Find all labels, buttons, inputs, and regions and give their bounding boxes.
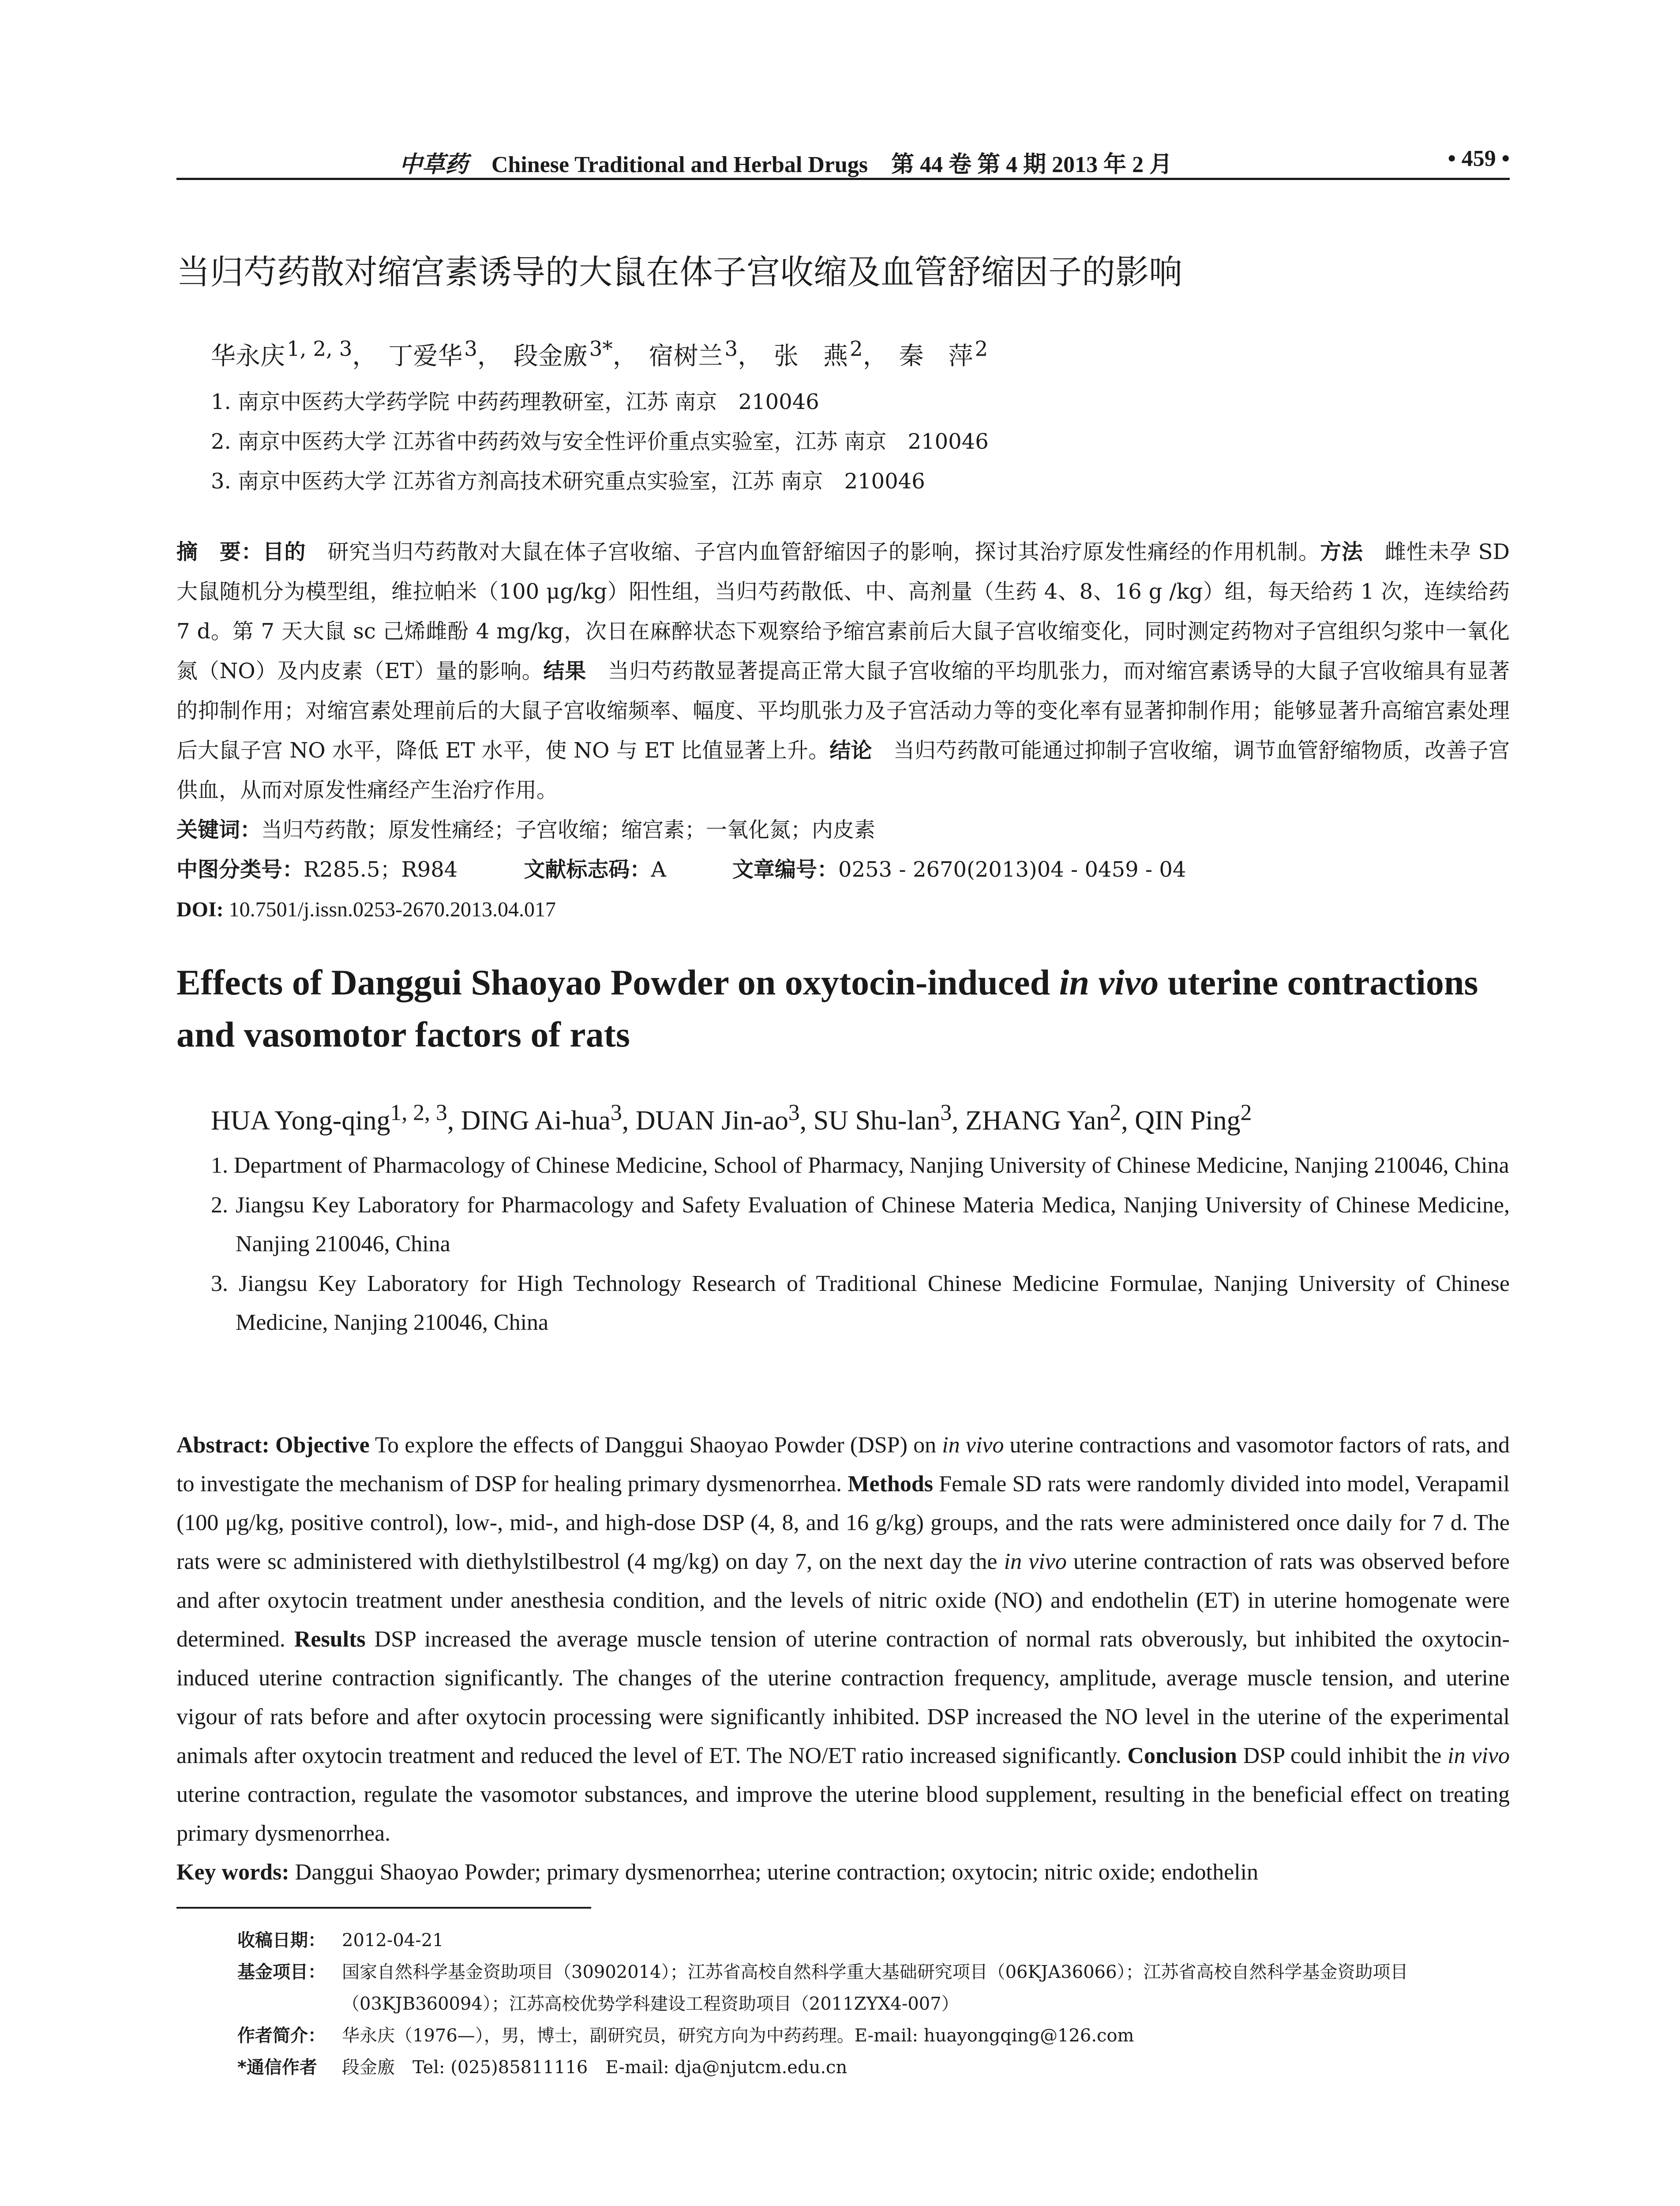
en-keywords-text: Danggui Shaoyao Powder; primary dysmenorrhea; uterine contraction; oxytocin; nitric oxide; endothelin	[289, 1860, 1259, 1885]
doccode-value: A	[651, 857, 667, 882]
running-header	[176, 142, 1510, 182]
header-rule	[176, 178, 1510, 180]
cn-methods-text: 雌性未孕 SD 大鼠随机分为模型组，维拉帕米（100 μg/kg）阳性组，当归芍药散低、中、高剂量（生药 4、8、16 g /kg）组，每天给药 1 次，连续给药 7 d。第 7 天大鼠 sc 己烯雌酚 4 mg/kg，次日在麻醉状态下观察给予缩宫素前后大鼠子宫收缩变化，同时测定药物对子宫组织匀浆中一氧化氮（NO）及内皮素（ET）量的影响。	[176, 540, 1510, 683]
cn-authors	[211, 337, 991, 372]
cn-classification-line	[176, 850, 1510, 889]
en-author: HUA Yong-qing$^{1, 2, 3}$,	[211, 1100, 461, 1136]
en-affiliation: 1. Department of Pharmacology of Chinese Medicine, School of Pharmacy, Nanjing University of Chinese Medicine, Nanjing 210046, China	[211, 1153, 1509, 1178]
en-author: SU Shu-lan$^3$,	[813, 1100, 966, 1136]
cn-conclusion-text: 当归芍药散可能通过抑制子宫收缩，调节血管舒缩物质，改善子宫供血，从而对原发性痛经产生治疗作用。	[176, 738, 1510, 803]
footnotes	[237, 1925, 1510, 2083]
cn-keywords-text: 当归芍药散；原发性痛经；子宫收缩；缩宫素；一氧化氮；内皮素	[261, 818, 876, 842]
cn-methods-label: 方法	[1320, 540, 1363, 564]
en-author: QIN Ping$^2$	[1135, 1100, 1252, 1136]
en-abstract-body: Abstract: Objective To explore the effects of Danggui Shaoyao Powder (DSP) on in vivo uterine contractions and vasomotor factors of rats, and to investigate the mechanism of DSP for healing primary dysmenorrhea. Methods Female SD rats were randomly divided into model, Verapamil (100 μg/kg, positive control), low-, mid-, and high-dose DSP (4, 8, and 16 g/kg) groups, and the rats were administered once daily for 7 d. The rats were sc administered with diethylstilbestrol (4 mg/kg) on day 7, on the next day the in vivo uterine contraction of rats was observed before and after oxytocin treatment under anesthesia condition, and the levels of nitric oxide (NO) and endothelin (ET) in uterine homogenate were determined. Results DSP increased the average muscle tension of uterine contraction of normal rats obverously, but inhibited the oxytocin-induced uterine contraction significantly. The changes of the uterine contraction frequency, amplitude, average muscle tension, and uterine vigour of rats before and after oxytocin processing were significantly inhibited. DSP increased the NO level in the uterine of the experimental animals after oxytocin treatment and reduced the level of ET. The NO/ET ratio increased significantly. Conclusion DSP could inhibit the in vivo uterine contraction, regulate the vasomotor substances, and improve the uterine blood supplement, resulting in the beneficial effect on treating primary dysmenorrhea.	[176, 1433, 1510, 1846]
cn-results-text: 当归芍药散显著提高正常大鼠子宫收缩的平均肌张力，而对缩宫素诱导的大鼠子宫收缩具有显著的抑制作用；对缩宫素处理前后的大鼠子宫收缩频率、幅度、平均肌张力及子宫活动力等的变化率有显著抑制作用；能够显著升高缩宫素处理后大鼠子宫 NO 水平，降低 ET 水平，使 NO 与 ET 比值显著上升。	[176, 659, 1510, 763]
footnote-funding: 基金项目： 国家自然科学基金资助项目（30902014）；江苏省高校自然科学重大基础研究项目（06KJA36066）；江苏省高校自然科学基金资助项目（03KJB360094）；江苏高校优势学科建设工程资助项目（2011ZYX4-007）	[237, 1962, 1408, 2014]
en-methods-label: Methods	[848, 1471, 933, 1497]
clc-label: 中图分类号：	[176, 857, 304, 882]
en-authors	[211, 1099, 1252, 1137]
en-abstract-label: Abstract: Objective	[176, 1433, 370, 1458]
cn-affiliation: 1. 南京中医药大学药学院 中药药理教研室，江苏 南京 210046	[211, 390, 819, 414]
footnote-corresponding: *通信作者 段金廒 Tel: (025)85811116 E-mail: dja@njutcm.edu.cn	[237, 2057, 848, 2078]
cn-title: 当归芍药散对缩宫素诱导的大鼠在体子宫收缩及血管舒缩因子的影响	[176, 252, 1182, 292]
footnote-received: 收稿日期： 2012-04-21	[237, 1930, 444, 1951]
doi-line	[176, 889, 1510, 930]
footnote-author-bio: 作者简介： 华永庆（1976—），男，博士，副研究员，研究方向为中药药理。E-mail: huayongqing@126.com	[237, 2026, 1134, 2046]
cn-affiliation: 2. 南京中医药大学 江苏省中药药效与安全性评价重点实验室，江苏 南京 210046	[211, 429, 989, 454]
en-keywords-label: Key words:	[176, 1860, 289, 1885]
footnote-rule	[176, 1907, 591, 1909]
issue-info: 第 44 卷 第 4 期 2013 年 2 月	[891, 152, 1173, 177]
cn-author: 张 燕$^2$，	[774, 337, 888, 371]
en-conclusion-label: Conclusion	[1127, 1743, 1237, 1768]
journal-name-cn: 中草药	[399, 151, 468, 178]
cn-affiliation: 3. 南京中医药大学 江苏省方剂高技术研究重点实验室，江苏 南京 210046	[211, 469, 925, 494]
en-affiliation: 3. Jiangsu Key Laboratory for High Technology Research of Traditional Chinese Medicine Formulae, Nanjing University of Chinese Medicine, Nanjing 210046, China	[211, 1271, 1510, 1335]
article-no-value: 0253 - 2670(2013)04 - 0459 - 04	[838, 857, 1186, 882]
en-author: DUAN Jin-$ao^3$,	[635, 1100, 814, 1136]
en-title: Effects of Danggui Shaoyao Powder on oxytocin-induced in vivo uterine contractions and vasomotor factors of rats	[176, 962, 1478, 1054]
journal-name-en: Chinese Traditional and Herbal Drugs	[491, 152, 868, 177]
cn-results-label: 结果	[543, 659, 586, 683]
doi-label: DOI:	[176, 898, 224, 921]
doi-value: 10.7501/j.issn.0253-2670.2013.04.017	[223, 898, 556, 921]
doccode-label: 文献标志码：	[524, 857, 651, 882]
en-affiliations	[211, 1146, 1510, 1343]
page-number: • 459 •	[1448, 146, 1510, 171]
en-author: DING Ai-hua$^3$,	[461, 1100, 636, 1136]
cn-objective-label: 目的	[262, 540, 306, 564]
cn-author: 华永庆$^{1, 2, 3}$，	[211, 337, 377, 371]
cn-author: 丁爱华$^3$，	[388, 337, 502, 371]
en-keywords	[176, 1853, 1510, 1892]
en-author: ZHANG Yan$^2$,	[965, 1100, 1135, 1136]
cn-keywords-label: 关键词：	[176, 818, 262, 842]
cn-author: 段金廒$^{3*}$，	[513, 337, 638, 371]
cn-abstract	[176, 532, 1510, 930]
running-header-center	[176, 146, 1395, 179]
en-affiliation: 2. Jiangsu Key Laboratory for Pharmacology and Safety Evaluation of Chinese Materia Medica, Nanjing University of Chinese Medicine, Nanjing 210046, China	[211, 1193, 1510, 1257]
en-results-label: Results	[294, 1627, 366, 1652]
article-no-label: 文章编号：	[732, 857, 839, 882]
cn-abstract-body	[176, 532, 1510, 810]
cn-keywords	[176, 810, 1510, 850]
cn-affiliations	[211, 382, 1512, 501]
en-abstract	[176, 1426, 1510, 1892]
clc-value: R285.5；R984	[304, 857, 458, 882]
cn-conclusion-label: 结论	[829, 738, 872, 763]
cn-author: 秦 萍$^2$	[899, 337, 988, 371]
cn-objective-text: 研究当归芍药散对大鼠在体子宫收缩、子宫内血管舒缩因子的影响，探讨其治疗原发性痛经的作用机制。	[306, 540, 1320, 564]
cn-abstract-label: 摘 要：	[176, 540, 263, 564]
cn-author: 宿树兰$^3$，	[649, 337, 763, 371]
